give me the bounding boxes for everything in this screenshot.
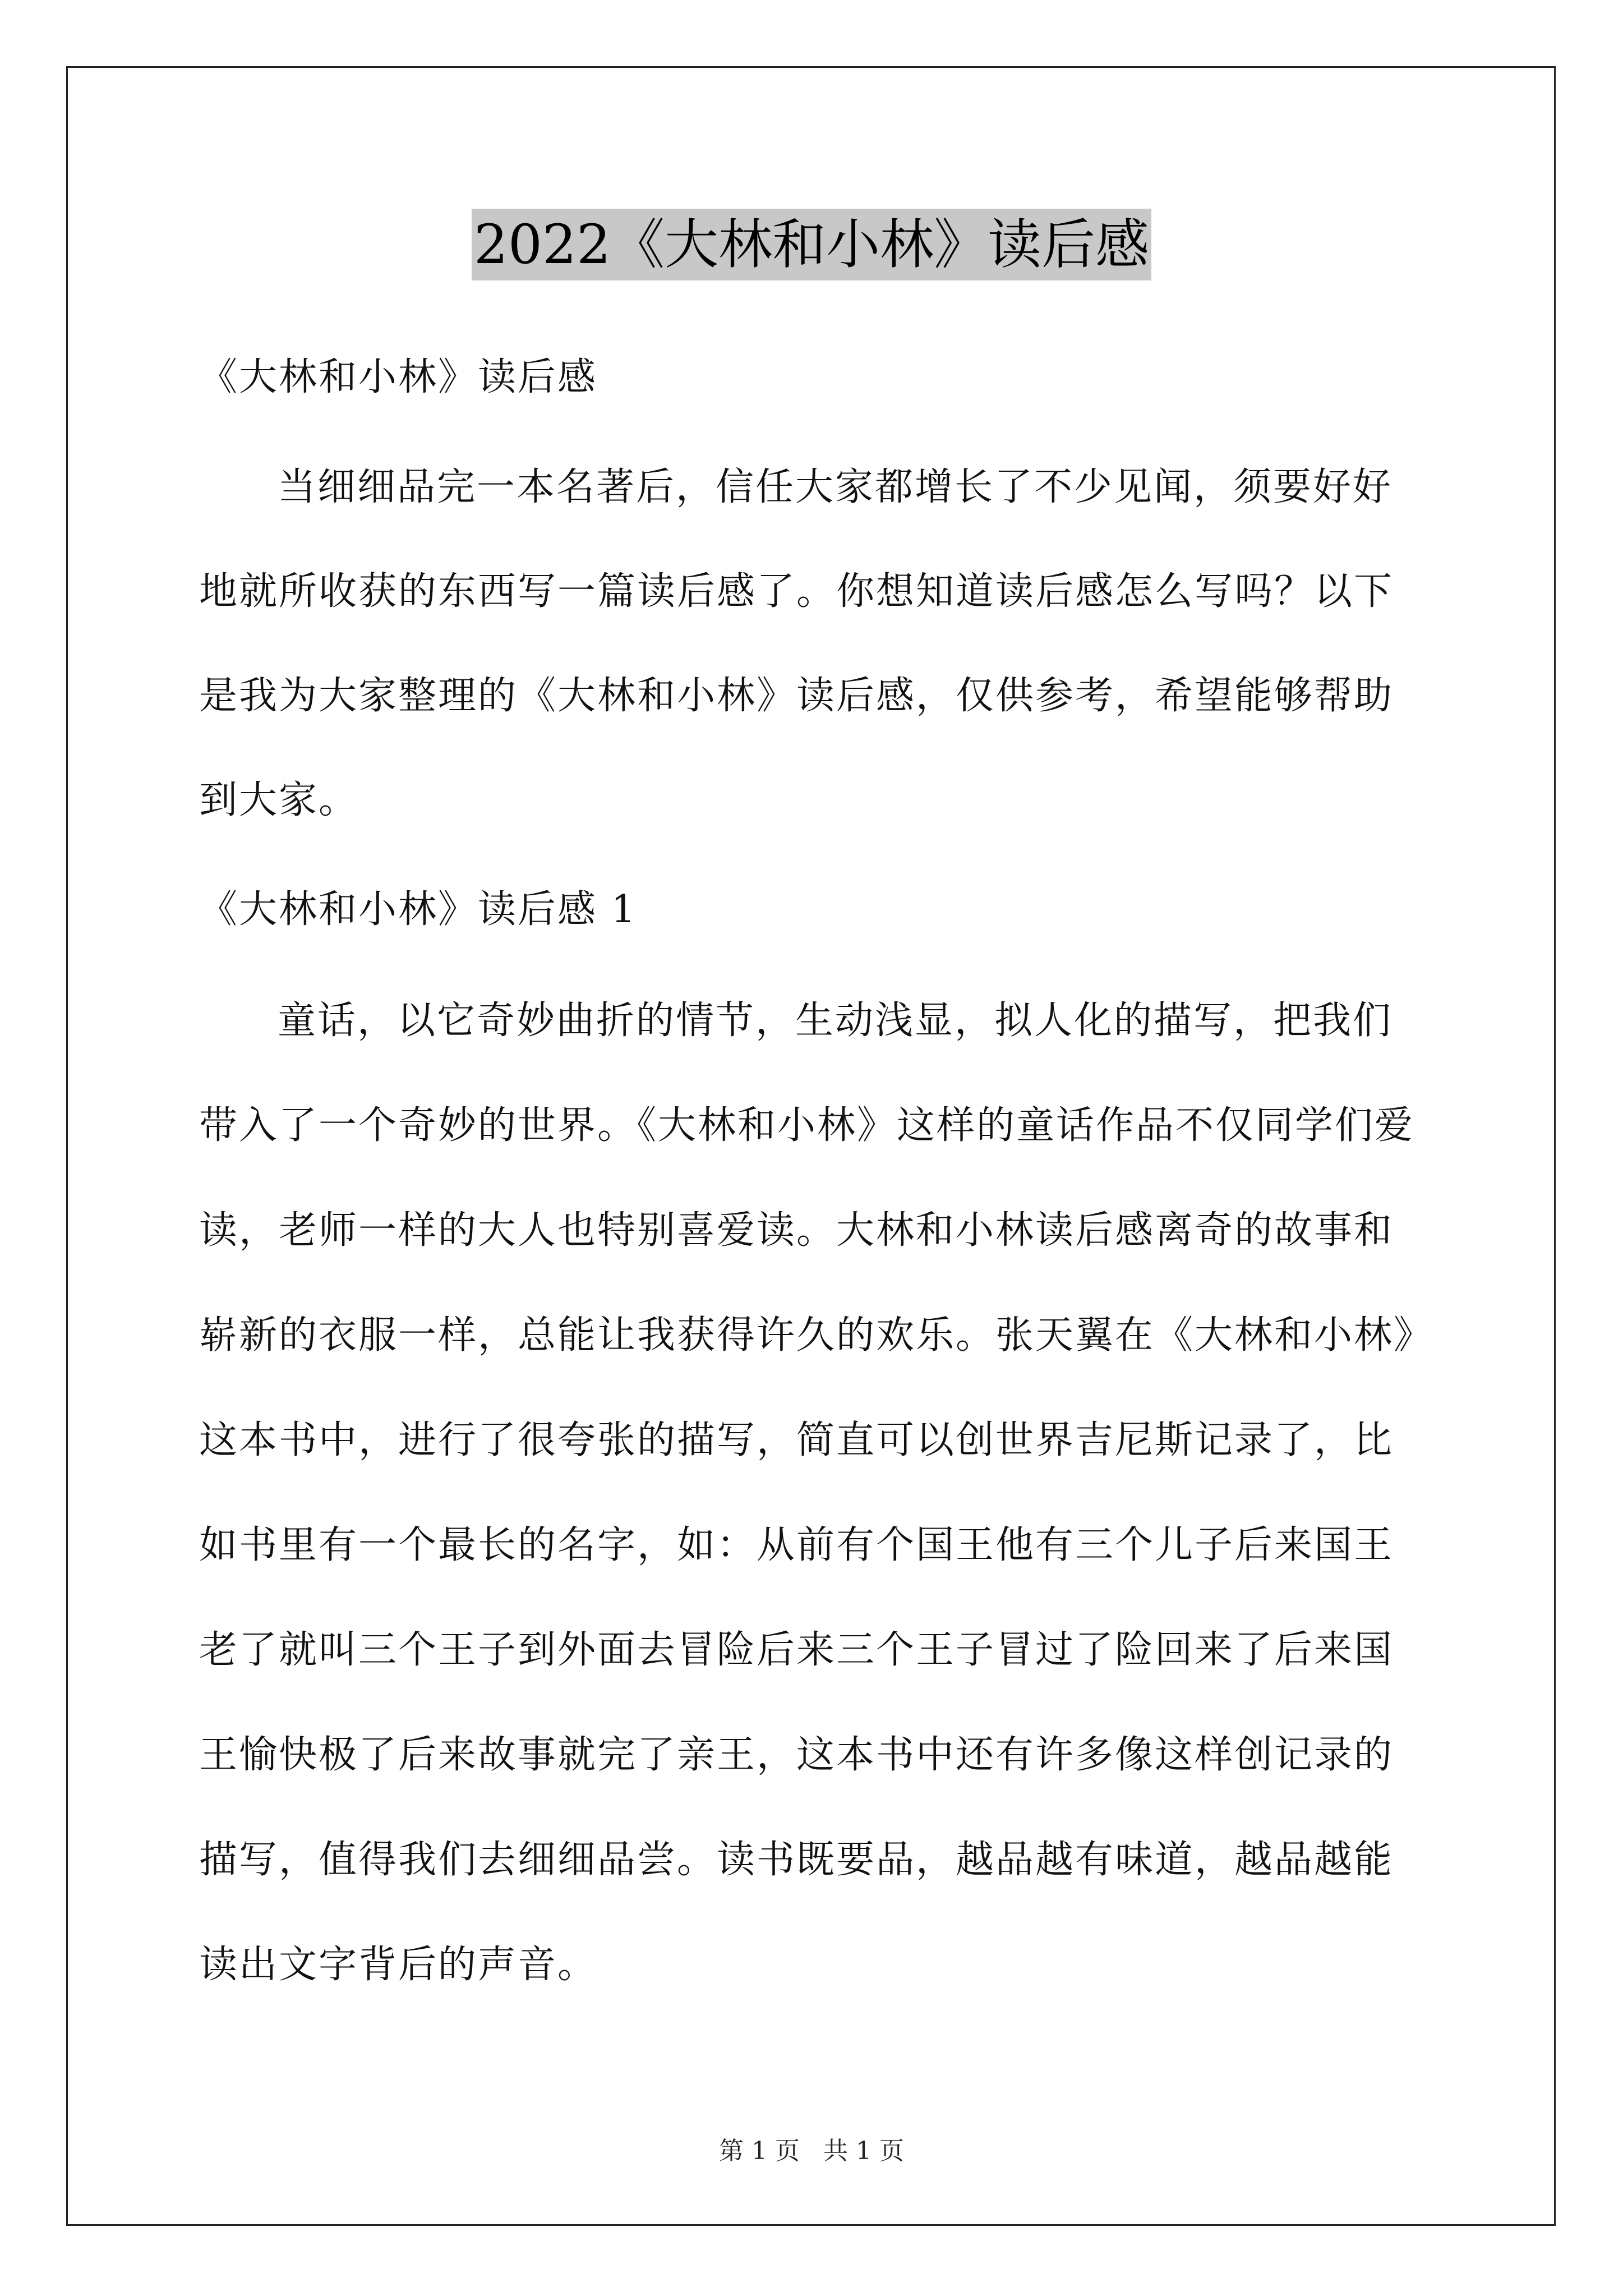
body-line: 老了就叫三个王子到外面去冒险后来三个王子冒过了险回来了后来国 xyxy=(199,1628,1394,1672)
title-container xyxy=(0,209,1623,280)
section-heading: 《大林和小林》读后感 xyxy=(199,355,598,399)
body-line: 读出文字背后的声音。 xyxy=(199,1943,598,1987)
body-line: 王愉快极了后来故事就完了亲王，这本书中还有许多像这样创记录的 xyxy=(199,1733,1394,1777)
document-title: 2022《大林和小林》读后感 xyxy=(472,209,1151,280)
intro-line: 当细细品完一本名著后，信任大家都增长了不少见闻，须要好好 xyxy=(278,465,1393,509)
body-line: 描写，值得我们去细细品尝。读书既要品，越品越有味道，越品越能 xyxy=(199,1838,1394,1882)
intro-line: 地就所收获的东西写一篇读后感了。你想知道读后感怎么写吗？以下 xyxy=(199,569,1394,614)
page-number-current: 第 1 页 xyxy=(719,2137,800,2165)
page-footer xyxy=(0,2134,1623,2168)
section-heading: 《大林和小林》读后感 1 xyxy=(199,887,637,932)
body-line: 童话，以它奇妙曲折的情节，生动浅显，拟人化的描写，把我们 xyxy=(278,999,1393,1043)
body-line: 读，老师一样的大人也特别喜爱读。大林和小林读后感离奇的故事和 xyxy=(199,1208,1394,1253)
body-line: 带入了一个奇妙的世界。《大林和小林》这样的童话作品不仅同学们爱 xyxy=(199,1103,1415,1148)
page-number-total: 共 1 页 xyxy=(823,2137,904,2165)
body-line: 这本书中，进行了很夸张的描写，简直可以创世界吉尼斯记录了，比 xyxy=(199,1418,1394,1462)
intro-line: 是我为大家整理的《大林和小林》读后感，仅供参考，希望能够帮助 xyxy=(199,674,1394,718)
body-line: 如书里有一个最长的名字，如：从前有个国王他有三个儿子后来国王 xyxy=(199,1523,1394,1567)
body-line: 崭新的衣服一样，总能让我获得许久的欢乐。张天翼在《大林和小林》 xyxy=(199,1313,1434,1358)
intro-line: 到大家。 xyxy=(199,778,359,822)
